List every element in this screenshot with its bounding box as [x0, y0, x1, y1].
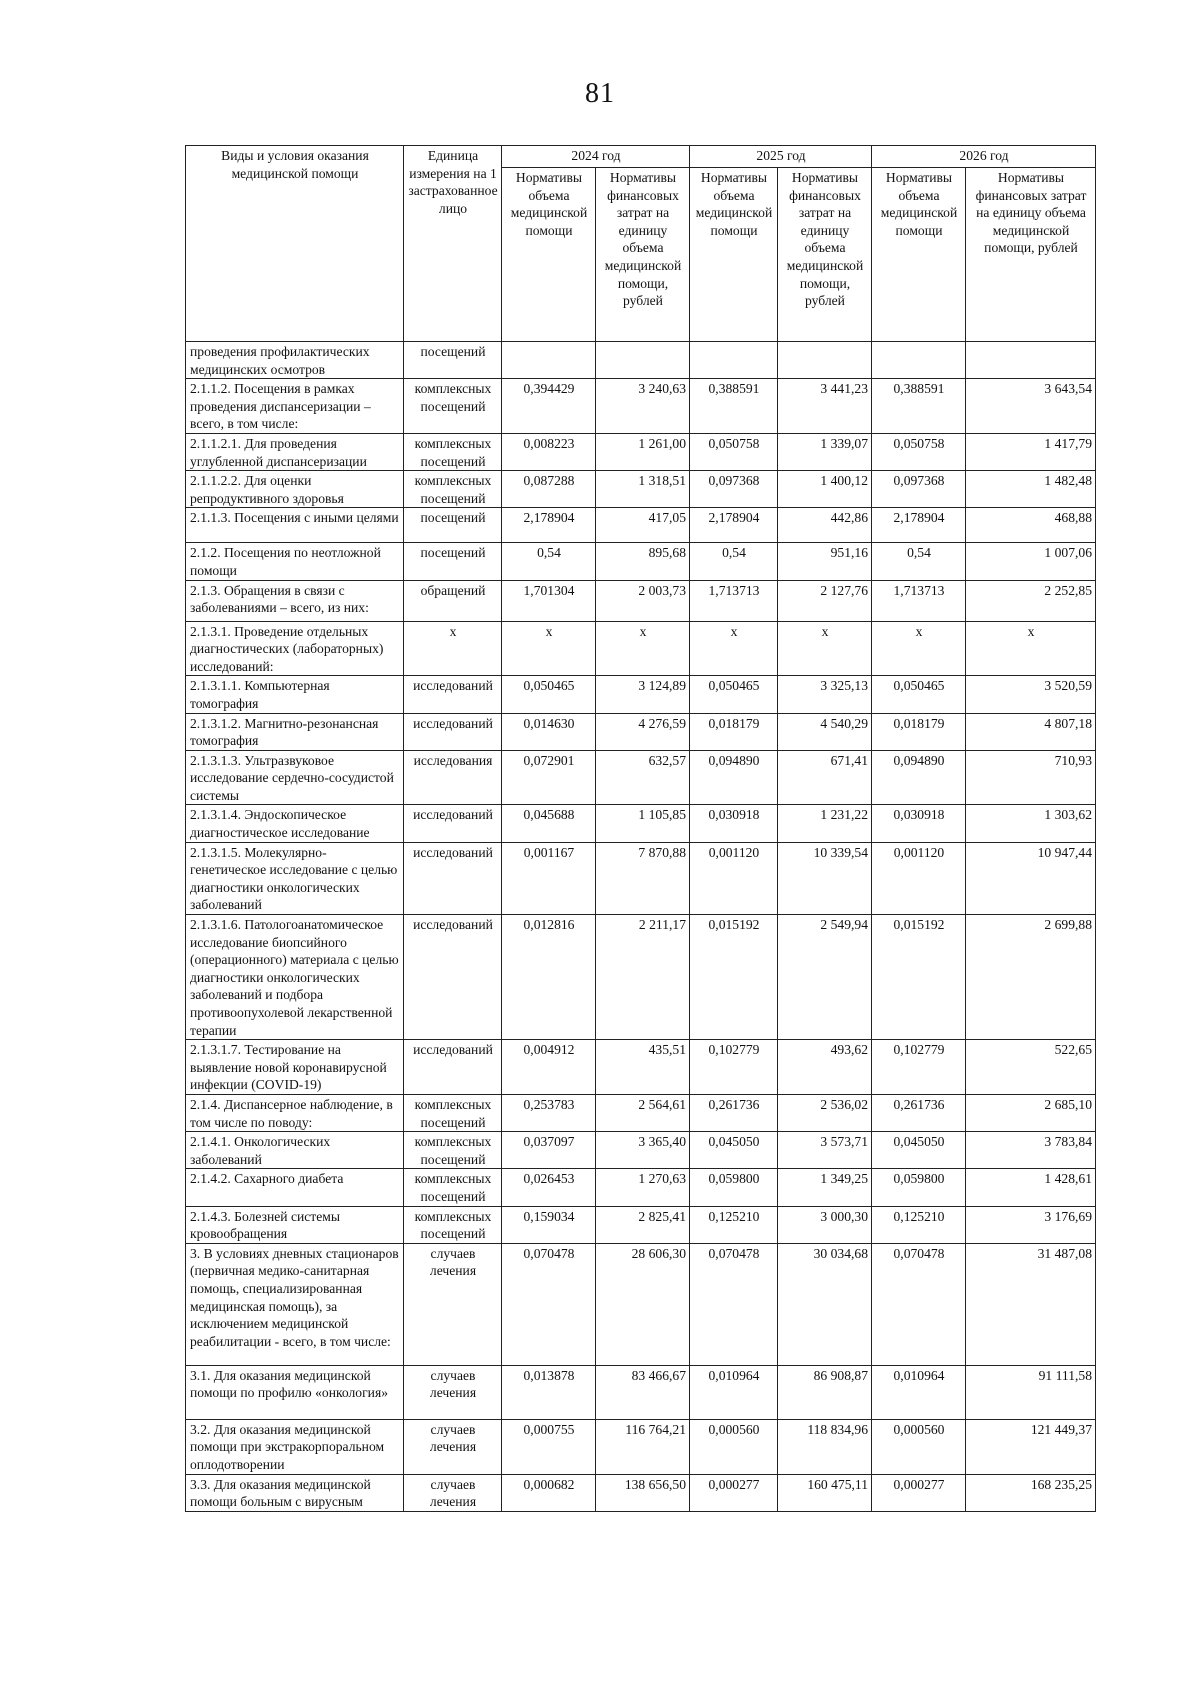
row-volume-norm: 0,012816 — [502, 915, 596, 1040]
row-cost-norm: 522,65 — [966, 1040, 1096, 1095]
header-volume-norm: Нормативы объема медицинской помощи — [502, 168, 596, 342]
row-cost-norm: 442,86 — [778, 508, 872, 543]
row-cost-norm: 118 834,96 — [778, 1419, 872, 1474]
row-cost-norm: 10 339,54 — [778, 842, 872, 914]
row-name: 2.1.3.1.5. Молекулярно-генетическое исследование с целью диагностики онкологических заболеваний — [186, 842, 404, 914]
row-volume-norm: 0,001120 — [690, 842, 778, 914]
row-cost-norm: 1 417,79 — [966, 433, 1096, 470]
row-cost-norm: 710,93 — [966, 750, 1096, 805]
row-cost-norm: 28 606,30 — [596, 1243, 690, 1365]
row-cost-norm: 2 685,10 — [966, 1094, 1096, 1131]
row-volume-norm — [690, 342, 778, 379]
row-cost-norm: 7 870,88 — [596, 842, 690, 914]
header-unit: Единица измерения на 1 застрахованное лицо — [404, 146, 502, 342]
row-cost-norm: 3 520,59 — [966, 676, 1096, 713]
row-volume-norm: 0,388591 — [872, 379, 966, 434]
row-unit: комплексных посещений — [404, 1206, 502, 1243]
row-volume-norm: 1,713713 — [872, 580, 966, 621]
row-volume-norm: 0,001120 — [872, 842, 966, 914]
row-volume-norm: 2,178904 — [690, 508, 778, 543]
table-row — [186, 1474, 1096, 1511]
row-unit: х — [404, 621, 502, 676]
row-cost-norm: х — [778, 621, 872, 676]
header-cost-norm: Нормативы финансовых затрат на единицу объема медицинской помощи, рублей — [966, 168, 1096, 342]
row-cost-norm: 1 270,63 — [596, 1169, 690, 1206]
row-cost-norm: 1 261,00 — [596, 433, 690, 470]
row-cost-norm: 10 947,44 — [966, 842, 1096, 914]
row-volume-norm: 0,159034 — [502, 1206, 596, 1243]
header-year-2026: 2026 год — [872, 146, 1096, 168]
table-row — [186, 471, 1096, 508]
row-cost-norm: 2 252,85 — [966, 580, 1096, 621]
row-volume-norm: 1,713713 — [690, 580, 778, 621]
row-cost-norm: 3 176,69 — [966, 1206, 1096, 1243]
row-cost-norm: 1 318,51 — [596, 471, 690, 508]
row-name: 2.1.4.1. Онкологических заболеваний — [186, 1132, 404, 1169]
row-unit: комплексных посещений — [404, 1132, 502, 1169]
row-volume-norm: 0,004912 — [502, 1040, 596, 1095]
row-cost-norm: 3 000,30 — [778, 1206, 872, 1243]
row-name: 3. В условиях дневных стационаров (первичная медико-санитарная помощь, специализированная медицинская помощь), за исключением медицинской реабилитации - всего, в том числе: — [186, 1243, 404, 1365]
row-unit: исследований — [404, 676, 502, 713]
row-unit: обращений — [404, 580, 502, 621]
row-cost-norm: 3 573,71 — [778, 1132, 872, 1169]
row-cost-norm: 1 231,22 — [778, 805, 872, 842]
row-unit: комплексных посещений — [404, 1169, 502, 1206]
row-volume-norm: 0,102779 — [690, 1040, 778, 1095]
row-volume-norm: 0,261736 — [690, 1094, 778, 1131]
row-volume-norm: 0,000560 — [872, 1419, 966, 1474]
row-unit: случаев лечения — [404, 1365, 502, 1419]
row-cost-norm: 3 783,84 — [966, 1132, 1096, 1169]
row-cost-norm: 30 034,68 — [778, 1243, 872, 1365]
row-volume-norm: 0,094890 — [690, 750, 778, 805]
row-volume-norm: 0,261736 — [872, 1094, 966, 1131]
row-unit: случаев лечения — [404, 1243, 502, 1365]
table-row — [186, 676, 1096, 713]
row-volume-norm: 0,030918 — [690, 805, 778, 842]
row-name: 3.2. Для оказания медицинской помощи при экстракорпоральном оплодотворении — [186, 1419, 404, 1474]
row-cost-norm: 4 276,59 — [596, 713, 690, 750]
row-cost-norm: 4 540,29 — [778, 713, 872, 750]
header-year-2025: 2025 год — [690, 146, 872, 168]
row-volume-norm: 0,013878 — [502, 1365, 596, 1419]
row-unit: комплексных посещений — [404, 379, 502, 434]
header-cost-norm: Нормативы финансовых затрат на единицу объема медицинской помощи, рублей — [778, 168, 872, 342]
row-cost-norm — [966, 342, 1096, 379]
row-cost-norm — [778, 342, 872, 379]
row-cost-norm: 1 303,62 — [966, 805, 1096, 842]
table-row — [186, 1419, 1096, 1474]
row-cost-norm: 671,41 — [778, 750, 872, 805]
row-volume-norm: 0,253783 — [502, 1094, 596, 1131]
row-cost-norm: 168 235,25 — [966, 1474, 1096, 1511]
row-unit: исследований — [404, 713, 502, 750]
row-volume-norm: 0,008223 — [502, 433, 596, 470]
row-volume-norm: 0,050465 — [872, 676, 966, 713]
row-name: 2.1.3.1.7. Тестирование на выявление новой коронавирусной инфекции (COVID-19) — [186, 1040, 404, 1095]
row-name: проведения профилактических медицинских осмотров — [186, 342, 404, 379]
row-name: 2.1.4.3. Болезней системы кровообращения — [186, 1206, 404, 1243]
row-cost-norm: 2 003,73 — [596, 580, 690, 621]
row-cost-norm: 1 349,25 — [778, 1169, 872, 1206]
row-cost-norm: 160 475,11 — [778, 1474, 872, 1511]
row-volume-norm: 0,050465 — [502, 676, 596, 713]
row-volume-norm: 0,070478 — [690, 1243, 778, 1365]
table-row — [186, 1132, 1096, 1169]
row-volume-norm: 0,54 — [872, 543, 966, 580]
row-name: 2.1.1.2. Посещения в рамках проведения диспансеризации – всего, в том числе: — [186, 379, 404, 434]
row-volume-norm: 0,010964 — [690, 1365, 778, 1419]
row-cost-norm — [596, 342, 690, 379]
row-name: 3.1. Для оказания медицинской помощи по профилю «онкология» — [186, 1365, 404, 1419]
row-volume-norm: 0,037097 — [502, 1132, 596, 1169]
row-cost-norm: 86 908,87 — [778, 1365, 872, 1419]
row-cost-norm: 31 487,08 — [966, 1243, 1096, 1365]
row-volume-norm: 0,045050 — [690, 1132, 778, 1169]
row-volume-norm: 0,030918 — [872, 805, 966, 842]
row-cost-norm: 632,57 — [596, 750, 690, 805]
table-row — [186, 1040, 1096, 1095]
row-volume-norm: х — [690, 621, 778, 676]
row-unit: комплексных посещений — [404, 1094, 502, 1131]
row-volume-norm: 0,125210 — [872, 1206, 966, 1243]
table-body — [186, 342, 1096, 1512]
row-volume-norm: 0,087288 — [502, 471, 596, 508]
row-cost-norm: 2 127,76 — [778, 580, 872, 621]
row-cost-norm: 83 466,67 — [596, 1365, 690, 1419]
row-volume-norm: 0,045050 — [872, 1132, 966, 1169]
row-volume-norm: 0,094890 — [872, 750, 966, 805]
row-volume-norm: 2,178904 — [872, 508, 966, 543]
row-volume-norm: 0,000277 — [690, 1474, 778, 1511]
row-volume-norm: 0,010964 — [872, 1365, 966, 1419]
row-volume-norm: 0,018179 — [872, 713, 966, 750]
row-volume-norm: 0,050465 — [690, 676, 778, 713]
row-volume-norm: 0,015192 — [690, 915, 778, 1040]
header-volume-norm: Нормативы объема медицинской помощи — [690, 168, 778, 342]
row-unit: комплексных посещений — [404, 471, 502, 508]
row-volume-norm: 0,026453 — [502, 1169, 596, 1206]
header-cost-norm: Нормативы финансовых затрат на единицу объема медицинской помощи, рублей — [596, 168, 690, 342]
row-name: 3.3. Для оказания медицинской помощи больным с вирусным — [186, 1474, 404, 1511]
row-name: 2.1.4. Диспансерное наблюдение, в том числе по поводу: — [186, 1094, 404, 1131]
row-volume-norm: 0,050758 — [872, 433, 966, 470]
table-row — [186, 915, 1096, 1040]
row-volume-norm: 0,000277 — [872, 1474, 966, 1511]
row-cost-norm: 2 536,02 — [778, 1094, 872, 1131]
row-volume-norm: 0,059800 — [872, 1169, 966, 1206]
row-cost-norm: 3 325,13 — [778, 676, 872, 713]
row-volume-norm: 0,050758 — [690, 433, 778, 470]
table-row — [186, 1094, 1096, 1131]
row-name: 2.1.3.1. Проведение отдельных диагностических (лабораторных) исследований: — [186, 621, 404, 676]
table-row — [186, 580, 1096, 621]
row-cost-norm: 3 365,40 — [596, 1132, 690, 1169]
row-name: 2.1.3.1.1. Компьютерная томография — [186, 676, 404, 713]
row-unit: исследований — [404, 915, 502, 1040]
row-volume-norm: 0,072901 — [502, 750, 596, 805]
row-volume-norm: 0,070478 — [872, 1243, 966, 1365]
row-cost-norm: 2 825,41 — [596, 1206, 690, 1243]
row-volume-norm: 0,001167 — [502, 842, 596, 914]
row-cost-norm: 2 549,94 — [778, 915, 872, 1040]
row-volume-norm: 0,54 — [690, 543, 778, 580]
table-row — [186, 805, 1096, 842]
row-volume-norm: 0,000755 — [502, 1419, 596, 1474]
row-volume-norm: 0,102779 — [872, 1040, 966, 1095]
row-name: 2.1.3.1.6. Патологоанатомическое исследование биопсийного (операционного) материала с целью диагностики онкологических заболеваний и подбора противоопухолевой лекарственной терапии — [186, 915, 404, 1040]
row-unit: исследований — [404, 842, 502, 914]
row-name: 2.1.3.1.2. Магнитно-резонансная томография — [186, 713, 404, 750]
page-number: 81 — [585, 78, 615, 109]
row-unit: исследований — [404, 1040, 502, 1095]
row-volume-norm: 0,000682 — [502, 1474, 596, 1511]
row-name: 2.1.4.2. Сахарного диабета — [186, 1169, 404, 1206]
header-year-2024: 2024 год — [502, 146, 690, 168]
row-volume-norm: х — [872, 621, 966, 676]
row-cost-norm: 3 124,89 — [596, 676, 690, 713]
row-unit: посещений — [404, 342, 502, 379]
row-cost-norm: 2 699,88 — [966, 915, 1096, 1040]
row-name: 2.1.3. Обращения в связи с заболеваниями – всего, из них: — [186, 580, 404, 621]
row-cost-norm: 468,88 — [966, 508, 1096, 543]
row-cost-norm: 435,51 — [596, 1040, 690, 1095]
table-header — [186, 146, 1096, 342]
row-cost-norm: 3 643,54 — [966, 379, 1096, 434]
row-volume-norm: 0,014630 — [502, 713, 596, 750]
table-row — [186, 543, 1096, 580]
row-cost-norm: 91 111,58 — [966, 1365, 1096, 1419]
row-volume-norm: 0,394429 — [502, 379, 596, 434]
row-volume-norm: 0,070478 — [502, 1243, 596, 1365]
header-kind-of-care: Виды и условия оказания медицинской помощи — [186, 146, 404, 342]
row-cost-norm: 138 656,50 — [596, 1474, 690, 1511]
row-volume-norm: 0,54 — [502, 543, 596, 580]
row-cost-norm: х — [966, 621, 1096, 676]
row-volume-norm: 0,018179 — [690, 713, 778, 750]
row-cost-norm: 4 807,18 — [966, 713, 1096, 750]
table-row — [186, 379, 1096, 434]
row-cost-norm: 895,68 — [596, 543, 690, 580]
row-volume-norm — [502, 342, 596, 379]
row-cost-norm: 417,05 — [596, 508, 690, 543]
table-row — [186, 750, 1096, 805]
row-cost-norm: 951,16 — [778, 543, 872, 580]
table-row — [186, 1169, 1096, 1206]
row-volume-norm: 0,097368 — [690, 471, 778, 508]
row-name: 2.1.1.2.2. Для оценки репродуктивного здоровья — [186, 471, 404, 508]
row-volume-norm: 1,701304 — [502, 580, 596, 621]
row-cost-norm: 3 441,23 — [778, 379, 872, 434]
row-volume-norm: 0,015192 — [872, 915, 966, 1040]
row-name: 2.1.1.2.1. Для проведения углубленной диспансеризации — [186, 433, 404, 470]
table-row — [186, 713, 1096, 750]
row-cost-norm: 1 105,85 — [596, 805, 690, 842]
row-volume-norm: 2,178904 — [502, 508, 596, 543]
row-unit: случаев лечения — [404, 1419, 502, 1474]
row-volume-norm: 0,097368 — [872, 471, 966, 508]
row-volume-norm: 0,045688 — [502, 805, 596, 842]
row-volume-norm: 0,125210 — [690, 1206, 778, 1243]
table-row — [186, 508, 1096, 543]
header-volume-norm: Нормативы объема медицинской помощи — [872, 168, 966, 342]
row-cost-norm: 2 564,61 — [596, 1094, 690, 1131]
table-row — [186, 433, 1096, 470]
row-cost-norm: 1 339,07 — [778, 433, 872, 470]
row-cost-norm: 493,62 — [778, 1040, 872, 1095]
row-unit: случаев лечения — [404, 1474, 502, 1511]
table-row — [186, 1365, 1096, 1419]
row-cost-norm: 116 764,21 — [596, 1419, 690, 1474]
row-unit: посещений — [404, 508, 502, 543]
row-cost-norm: х — [596, 621, 690, 676]
table-row — [186, 842, 1096, 914]
row-volume-norm: х — [502, 621, 596, 676]
row-unit: исследований — [404, 805, 502, 842]
norms-table — [185, 145, 1096, 1512]
row-unit: комплексных посещений — [404, 433, 502, 470]
row-name: 2.1.2. Посещения по неотложной помощи — [186, 543, 404, 580]
row-volume-norm: 0,388591 — [690, 379, 778, 434]
row-unit: исследования — [404, 750, 502, 805]
row-cost-norm: 1 007,06 — [966, 543, 1096, 580]
row-name: 2.1.3.1.4. Эндоскопическое диагностическое исследование — [186, 805, 404, 842]
table-row — [186, 1206, 1096, 1243]
row-cost-norm: 2 211,17 — [596, 915, 690, 1040]
row-unit: посещений — [404, 543, 502, 580]
row-cost-norm: 1 482,48 — [966, 471, 1096, 508]
table-row — [186, 1243, 1096, 1365]
row-volume-norm: 0,059800 — [690, 1169, 778, 1206]
row-name: 2.1.1.3. Посещения с иными целями — [186, 508, 404, 543]
row-cost-norm: 1 400,12 — [778, 471, 872, 508]
row-volume-norm: 0,000560 — [690, 1419, 778, 1474]
table-row — [186, 342, 1096, 379]
row-name: 2.1.3.1.3. Ультразвуковое исследование сердечно-сосудистой системы — [186, 750, 404, 805]
row-cost-norm: 3 240,63 — [596, 379, 690, 434]
row-cost-norm: 1 428,61 — [966, 1169, 1096, 1206]
row-volume-norm — [872, 342, 966, 379]
row-cost-norm: 121 449,37 — [966, 1419, 1096, 1474]
table-row — [186, 621, 1096, 676]
